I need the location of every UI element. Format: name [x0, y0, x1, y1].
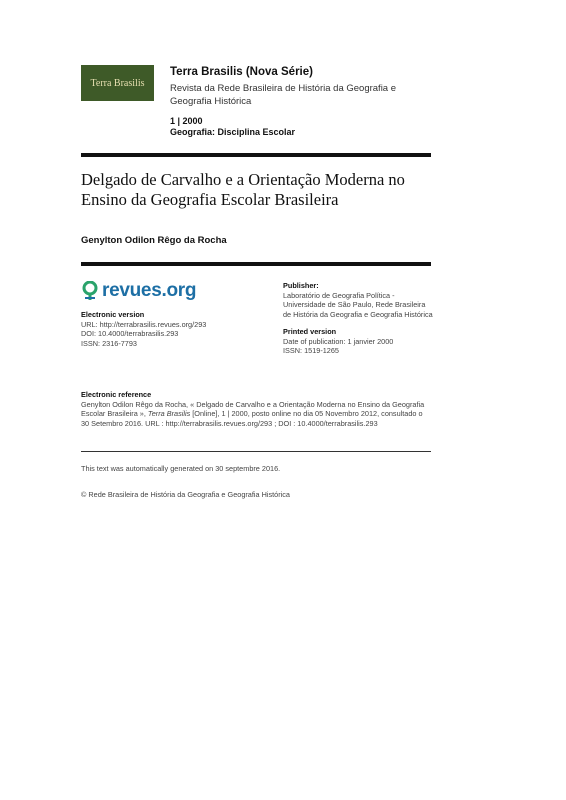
- publisher-heading: Publisher:: [283, 281, 319, 290]
- article-title: Delgado de Carvalho e a Orientação Moderna no Ensino da Geografia Escolar Brasileira: [81, 170, 405, 209]
- printed-version-issn: ISSN: 1519-1265: [283, 346, 339, 355]
- footer-rule: [81, 451, 431, 452]
- copyright-notice: © Rede Brasileira de História da Geografia e Geografia Histórica: [81, 490, 290, 499]
- electronic-reference-heading: Electronic reference: [81, 390, 152, 399]
- revues-logo-icon: [81, 281, 99, 301]
- publication-info: [283, 281, 433, 356]
- electronic-reference: [81, 390, 431, 428]
- revues-logo-text: revues.org: [102, 280, 197, 301]
- electronic-reference-text: [81, 400, 431, 429]
- printed-version-date: Date of publication: 1 janvier 2000: [283, 336, 394, 346]
- publisher-name: Laboratório de Geografia Política - Universidade de São Paulo, Rede Brasileira de História da Geografia e Geografia Histórica: [283, 290, 433, 319]
- issue-number: 1 | 2000: [170, 116, 203, 126]
- author-bottom-rule: [81, 262, 431, 266]
- electronic-version-doi[interactable]: DOI: 10.4000/terrabrasilis.293: [81, 329, 179, 338]
- reference-journal-name: Terra Brasilis: [147, 409, 191, 418]
- reference-text-before: Genylton Odilon Rêgo da Rocha, « Delgado de Carvalho e a Orientação Moderna no Ensino da Geografia Escolar Brasileira »,: [81, 399, 425, 418]
- reference-text-after: [Online], 1 | 2000, posto online no dia 05 Novembro 2012, consultado o 30 Setembro 2016. URL : http://terrabrasilis.revues.org/293 ; DOI : 10.4000/terrabrasilis.293: [81, 409, 423, 428]
- journal-subtitle: Revista da Rede Brasileira de História da Geografia e Geografia Histórica: [170, 83, 397, 107]
- generation-note: This text was automatically generated on 30 septembre 2016.: [81, 464, 281, 473]
- printed-version-heading: Printed version: [283, 327, 337, 336]
- journal-logo: [81, 65, 154, 101]
- journal-logo-text: Terra Brasilis: [90, 77, 145, 89]
- electronic-version: [81, 310, 271, 348]
- title-top-rule: [81, 153, 431, 157]
- revues-logo[interactable]: [81, 280, 196, 302]
- article-author: Genylton Odilon Rêgo da Rocha: [81, 235, 227, 246]
- issue-info: [170, 116, 295, 138]
- electronic-version-heading: Electronic version: [81, 310, 145, 319]
- electronic-version-url[interactable]: URL: http://terrabrasilis.revues.org/293: [81, 319, 207, 329]
- issue-theme: Geografia: Disciplina Escolar: [170, 127, 296, 137]
- journal-title: Terra Brasilis (Nova Série): [170, 66, 313, 78]
- electronic-version-issn: ISSN: 2316-7793: [81, 338, 137, 348]
